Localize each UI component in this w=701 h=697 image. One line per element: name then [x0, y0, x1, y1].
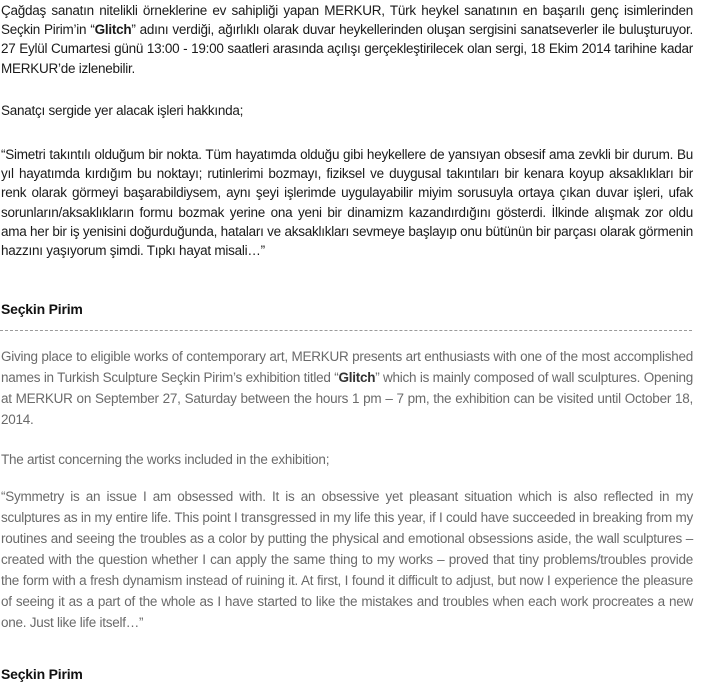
english-signature: Seçkin Pirim	[1, 666, 83, 682]
turkish-intro-text-start: Çağdaş sanatın nitelikli örneklerine ev sahipliği yapan MERKUR, Türk heykel sanatının en başarılı genç isimlerinden Seçkin Pirim’in “	[1, 3, 693, 38]
turkish-intro-text-end: ” adını verdiği, ağırlıklı olarak duvar heykellerinden oluşan sergisini sanatseverler ile buluşturuyor. 27 Eylül Cumartesi günü 13:00 - 19:00 saatleri arasında açılışı gerçekleştirilecek olan sergi, 18 Ekim 2014 tarihine kadar MERKUR’de izlenebilir.	[1, 22, 693, 76]
turkish-exhibition-title: Glitch	[94, 22, 132, 38]
turkish-intro-paragraph	[1, 1, 693, 78]
turkish-signature: Seçkin Pirim	[1, 301, 83, 317]
turkish-lead-line: Sanatçı sergide yer alacak işleri hakkında;	[1, 103, 244, 118]
english-intro-text-end: ” which is mainly composed of wall sculptures. Opening at MERKUR on September 27, Saturday between the hours 1 pm – 7 pm, the exhibition can be visited until October 18, 2014.	[1, 370, 693, 427]
english-artist-quote: “Symmetry is an issue I am obsessed with. It is an obsessive yet pleasant situation which is also reflected in my sculptures as in my entire life. This point I transgressed in my life this year, if I could have succeeded in breaking from my routines and seeing the troubles as a color by putting the physical and emotional obsessions aside, the wall sculptures –created with the question whether I can apply the same thing to my works – proved that tiny problems/troubles provide the form with a fresh dynamism instead of ruining it. At first, I found it difficult to adjust, but now I experience the pleasure of seeing it as a part of the whole as I have started to like the mistakes and troubles when each work procreates a new one. Just like life itself…”	[1, 489, 693, 630]
english-intro-text-start: Giving place to eligible works of contemporary art, MERKUR presents art enthusiasts with one of the most accomplished names in Turkish Sculpture Seçkin Pirim’s exhibition titled “	[1, 349, 693, 385]
english-exhibition-title: Glitch	[338, 370, 376, 385]
english-intro-paragraph	[1, 346, 693, 430]
english-lead-line: The artist concerning the works included in the exhibition;	[1, 452, 330, 467]
language-divider	[0, 330, 692, 331]
turkish-artist-quote: “Simetri takıntılı olduğum bir nokta. Tüm hayatımda olduğu gibi heykellere de yansıyan obsesif ama zevkli bir durum. Bu yıl hayatımda kırdığım bu noktayı; rutinlerimi bozmayı, fiziksel ve duygusal takıntıları bir kenara koyup aksaklıkları bir renk olarak görmeyi başarabildiysem, aynı şeyi işlerimde uygulayabilir miyim sorusuyla ortaya çıkan duvar işleri, ufak sorunların/aksaklıkların formu bozmak yerine ona yeni bir dinamizm kazandırdığını gösterdi. İlkinde alışmak zor oldu ama her bir iş yenisini doğurduğunda, hataları ve aksaklıkları sevmeye başlayıp onu bütünün bir parçası olarak görmenin hazzını yaşıyorum şimdi. Tıpkı hayat misali…”	[1, 147, 693, 259]
